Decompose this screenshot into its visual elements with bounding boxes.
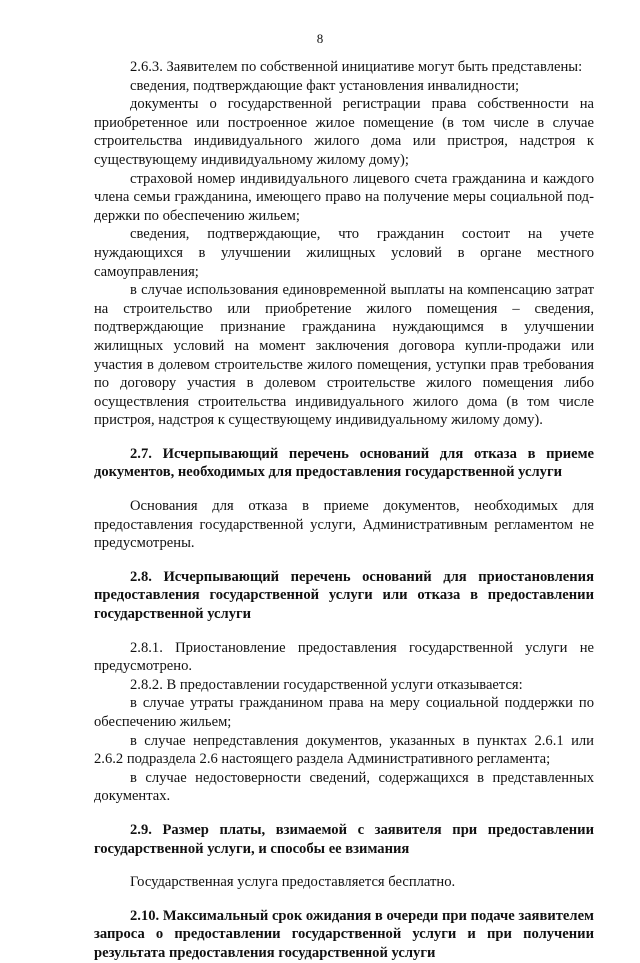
section-spacer xyxy=(94,430,594,445)
section-heading: 2.8. Исчерпывающий перечень оснований для приостановления предоставления государственной услуги или отказа в предоставлении государственной услуги xyxy=(94,568,594,623)
paragraph: страховой номер индивидуального лицевого счета гражданина и каждого члена семьи гражданина, имеющего право на получение меры социальной поддержки по обеспечению жильем; xyxy=(94,170,594,224)
paragraph: документы о государственной регистрации права собственности на приобретенное или построенное жилое помещение (в том числе в случае строительства индивидуального жилого дома или пристроя, надстроя к существующему индивидуальному жилому дому); xyxy=(94,96,594,168)
section-spacer xyxy=(94,553,594,568)
document-body xyxy=(94,58,594,963)
page-number: 8 xyxy=(316,31,324,46)
paragraph: в случае утраты гражданином права на меру социальной поддержки по обеспечению жильем; xyxy=(94,695,594,730)
section-spacer xyxy=(94,806,594,821)
section-heading: 2.7. Исчерпывающий перечень оснований для отказа в приеме документов, необходимых для предоставления государственной услуги xyxy=(94,445,594,481)
section-spacer xyxy=(94,858,594,873)
paragraph: сведения, подтверждающие факт установления инвалидности; xyxy=(130,77,520,94)
paragraph: Государственная услуга предоставляется бесплатно. xyxy=(130,874,456,891)
paragraph: сведения, подтверждающие, что гражданин состоит на учете нуждающихся в улучшении жилищных условий в органе местного самоуправления; xyxy=(94,226,594,280)
paragraph: Основания для отказа в приеме документов, необходимых для предоставления государственной услуги, Административным регламентом не предусмотрены. xyxy=(94,498,594,552)
section-heading: 2.9. Размер платы, взимаемой с заявителя при предоставлении государственной услуги, и способы ее взимания xyxy=(94,821,594,857)
section-spacer xyxy=(94,482,594,497)
section-spacer xyxy=(94,624,594,639)
paragraph: в случае непредставления документов, указанных в пунктах 2.6.1 или 2.6.2 подраздела 2.6 настоящего раздела Административного регламента; xyxy=(94,732,594,768)
paragraph: 2.8.2. В предоставлении государственной услуги отказывается: xyxy=(130,676,523,693)
section-heading: 2.10. Максимальный срок ожидания в очереди при подаче заявителем запроса о предоставлении государственной услуги и при получении результата предоставления государственной услуги xyxy=(94,907,594,961)
paragraph: 2.8.1. Приостановление предоставления государственной услуги не предусмотрено. xyxy=(94,639,594,675)
paragraph: в случае использования единовременной выплаты на компенсацию затрат на строительство или приобретение жилого помещения – сведения, подтверждающие признание гражданина нуждающимся в улучшении жилищных условий на момент заключения договора купли-продажи или участия в долевом строительстве жилого помещения, уступки прав требования по договору участия в долевом строительстве жилого помещения либо осуществления строительства индивидуального жилого дома (в том числе пристроя, надстроя к существующему индивидуальному жилому дому). xyxy=(94,282,594,429)
paragraph: в случае недостоверности сведений, содержащихся в представленных документах. xyxy=(94,769,594,805)
paragraph: 2.6.3. Заявителем по собственной инициативе могут быть представлены: xyxy=(130,59,583,75)
